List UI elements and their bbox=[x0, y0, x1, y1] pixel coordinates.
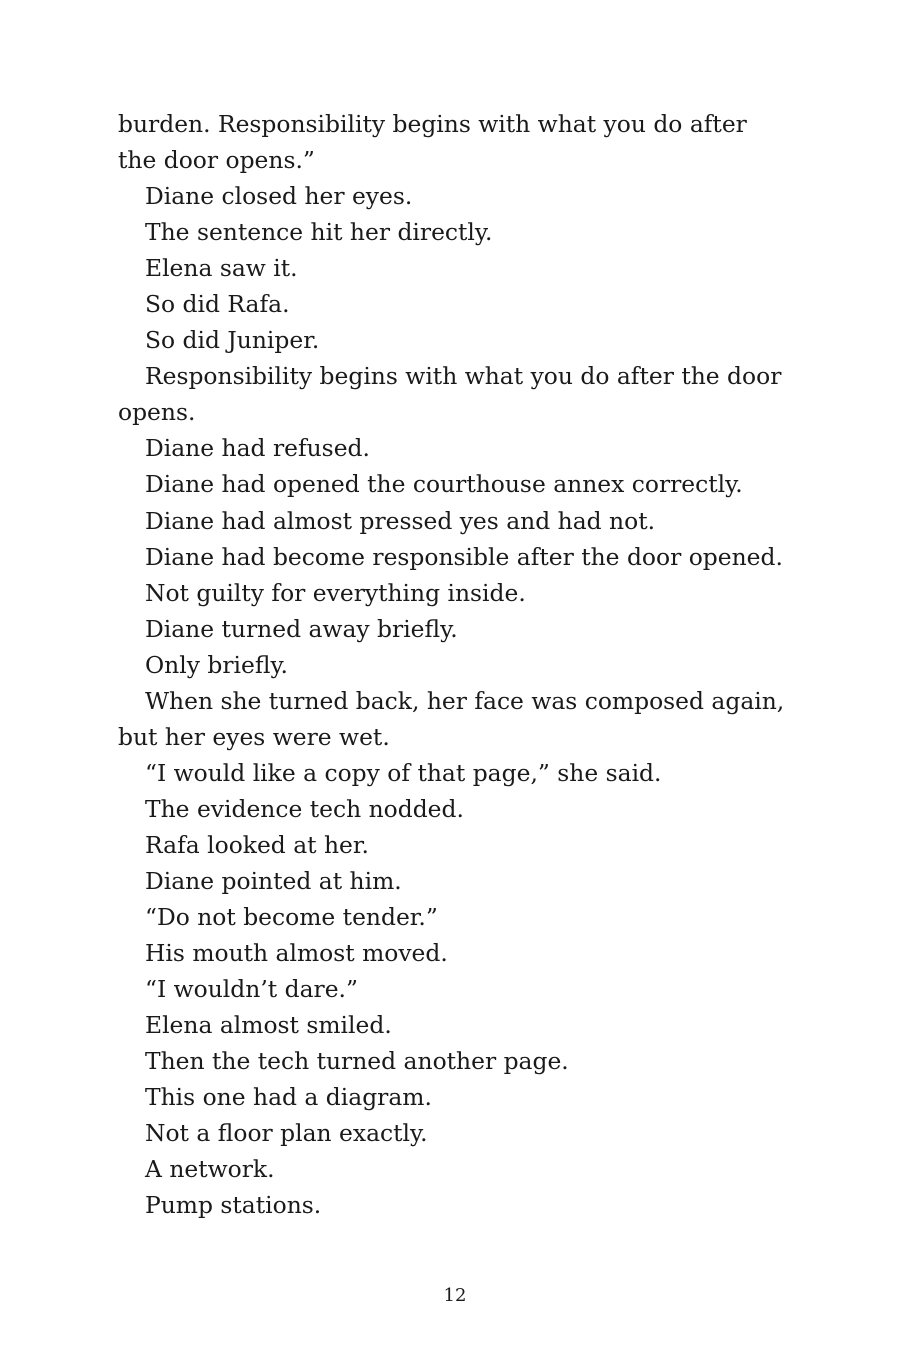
paragraph: Responsibility begins with what you do after the door opens. bbox=[118, 362, 782, 427]
paragraph: Diane closed her eyes. bbox=[145, 182, 413, 211]
paragraph: The sentence hit her directly. bbox=[145, 218, 493, 247]
paragraph: “I would like a copy of that page,” she said. bbox=[145, 758, 662, 787]
paragraph: When she turned back, her face was composed again, but her eyes were wet. bbox=[118, 686, 785, 751]
paragraph: Diane pointed at him. bbox=[145, 866, 402, 895]
paragraph: “I wouldn’t dare.” bbox=[145, 975, 358, 1004]
page-number: 12 bbox=[443, 1285, 467, 1306]
paragraph: Then the tech turned another page. bbox=[145, 1047, 569, 1076]
paragraph: burden. Responsibility begins with what you do after the door opens.” bbox=[118, 110, 747, 175]
paragraph: Diane had become responsible after the door opened. bbox=[145, 542, 783, 571]
page-body bbox=[118, 106, 790, 1223]
paragraph: So did Juniper. bbox=[145, 326, 320, 355]
paragraph: The evidence tech nodded. bbox=[145, 794, 464, 823]
paragraph: Diane had opened the courthouse annex correctly. bbox=[145, 470, 743, 499]
paragraph: “Do not become tender.” bbox=[145, 903, 438, 932]
paragraph: Diane had almost pressed yes and had not. bbox=[145, 506, 656, 535]
paragraph: Not a floor plan exactly. bbox=[145, 1119, 428, 1148]
paragraph: Only briefly. bbox=[145, 650, 288, 679]
paragraph: His mouth almost moved. bbox=[145, 939, 448, 968]
paragraph: This one had a diagram. bbox=[145, 1083, 432, 1112]
paragraph: Elena almost smiled. bbox=[145, 1011, 392, 1040]
paragraph: So did Rafa. bbox=[145, 290, 290, 319]
paragraph: Not guilty for everything inside. bbox=[145, 578, 526, 607]
paragraph: Diane turned away briefly. bbox=[145, 614, 458, 643]
paragraph: Pump stations. bbox=[145, 1191, 322, 1220]
paragraph: Rafa looked at her. bbox=[145, 830, 369, 859]
paragraph: A network. bbox=[145, 1155, 275, 1184]
paragraph: Elena saw it. bbox=[145, 254, 298, 283]
paragraph: Diane had refused. bbox=[145, 434, 370, 463]
